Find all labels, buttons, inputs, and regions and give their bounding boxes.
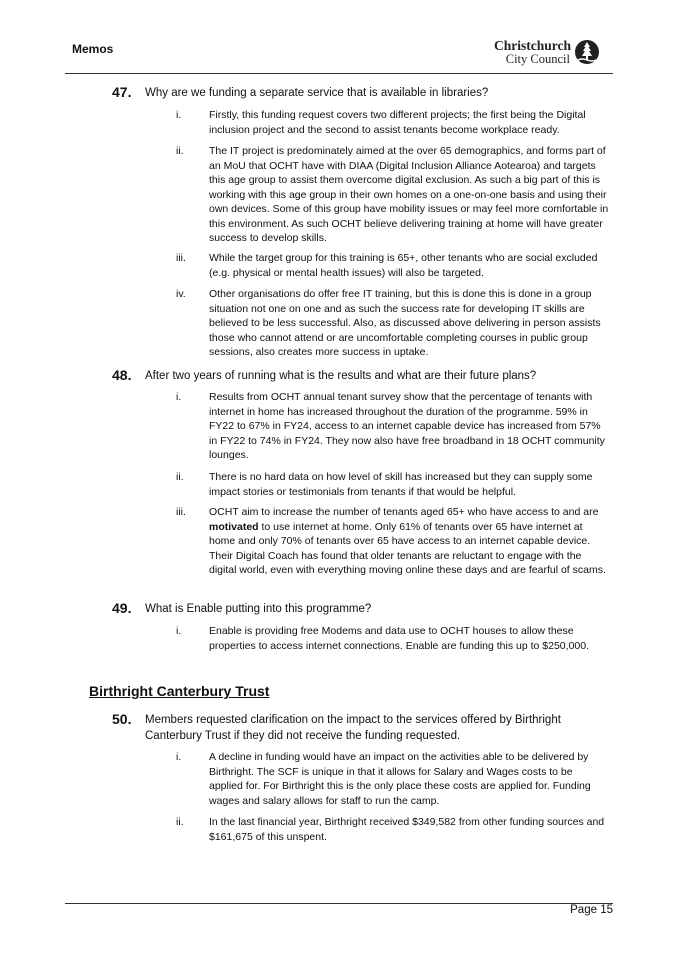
footer-divider	[65, 903, 613, 904]
question-number: 49.	[112, 600, 132, 616]
logo-line-1: Christchurch	[493, 38, 571, 53]
council-emblem-icon	[574, 39, 600, 65]
answer-text: A decline in funding would have an impact on the activities able to be delivered by Birthright. The SCF is unique in that it allows for Salary and Wages costs to be applied for. For Birthright this is the only place these costs are applied for. Funding wages and salary allows for staff to run the camp.	[209, 751, 591, 807]
answer-text	[209, 505, 609, 578]
christchurch-city-council-logo	[471, 38, 611, 70]
answer-number: i.	[176, 109, 182, 121]
answer-text: Results from OCHT annual tenant survey show that the percentage of tenants with internet in home has increased throughout the duration of the programme. 59% in FY22 to 67% in FY24, access to an internet capable device has increased from 57% in FY22 to 74% in FY24. They now also have free broadband in 18 OCHT community lounges.	[209, 391, 605, 461]
answer-text: While the target group for this training is 65+, other tenants who are social excluded (e.g. physical or mental health issues) will also be targeted.	[209, 252, 598, 279]
header-title: Memos	[72, 42, 114, 56]
answer-text: There is no hard data on how level of skill has increased but they can supply some impact stories or testimonials from tenants if that would be helpful.	[209, 471, 593, 498]
header-divider	[65, 73, 613, 74]
answer-number: ii.	[176, 816, 184, 828]
answer-text-bold: motivated	[209, 520, 259, 533]
question-number: 47.	[112, 84, 132, 100]
logo-line-2: City Council	[505, 52, 570, 66]
answer-number: iv.	[176, 288, 186, 300]
answer-number: i.	[176, 625, 182, 637]
answer-number: iii.	[176, 252, 186, 264]
question-text: What is Enable putting into this programme?	[145, 603, 372, 615]
answer-text: Enable is providing free Modems and data use to OCHT houses to allow these properties to access internet connections. Enable are funding this up to $250,000.	[209, 625, 589, 652]
question-number: 50.	[112, 711, 132, 727]
answer-number: i.	[176, 751, 182, 763]
answer-number: ii.	[176, 471, 184, 483]
answer-number: ii.	[176, 145, 184, 157]
answer-number: i.	[176, 391, 182, 403]
answer-text: Other organisations do offer free IT training, but this is done this is done in a group situation not one on one and as such the success rate for developing IT skills are believed to be less successful. Also, as discussed above delivering in person assists those who cannot attend or are uncomfortable completing courses in public group sessions, also creates more success in uptake.	[209, 288, 601, 358]
answer-text: The IT project is predominately aimed at the over 65 demographics, and forms part of an MoU that OCHT have with DIAA (Digital Inclusion Alliance Aotearoa) and targets this age group to assist them overcome digital exclusion. As such a big part of this is working with this age group in their own homes on a one-on-one basis and using their own devices. Some of this group have mobility issues or may feel more comfortable in this environment. As such OCHT believe delivering training at home will have greater success to develop skills.	[209, 145, 609, 244]
answer-text-part: OCHT aim to increase the number of tenants aged 65+ who have access to and are	[209, 506, 599, 518]
answer-text: In the last financial year, Birthright received $349,582 from other funding sources and $161,675 of this unspent.	[209, 816, 605, 843]
answer-text-part: to use internet at home. Only 61% of tenants over 65 have internet at home and only 70% of tenants over 65 have access to an internet capable device. Their Digital Coach has found that older tenants are reluctant to engage with the digital world, even with everything moving online these days and are fearful of scams.	[209, 520, 606, 576]
page-header	[65, 38, 613, 72]
answer-text: Firstly, this funding request covers two different projects; the first being the Digital inclusion project and the second to assist tenants become workplace ready.	[209, 109, 586, 136]
section-heading: Birthright Canterbury Trust	[89, 683, 270, 699]
question-number: 48.	[112, 367, 132, 383]
question-text: Why are we funding a separate service that is available in libraries?	[145, 87, 489, 99]
answer-number: iii.	[176, 506, 186, 518]
question-text: Members requested clarification on the impact to the services offered by Birthright Canterbury Trust if they did not receive the funding requested.	[145, 714, 561, 742]
question-text: After two years of running what is the results and what are their future plans?	[145, 370, 537, 382]
page-number: Page 15	[570, 904, 613, 916]
